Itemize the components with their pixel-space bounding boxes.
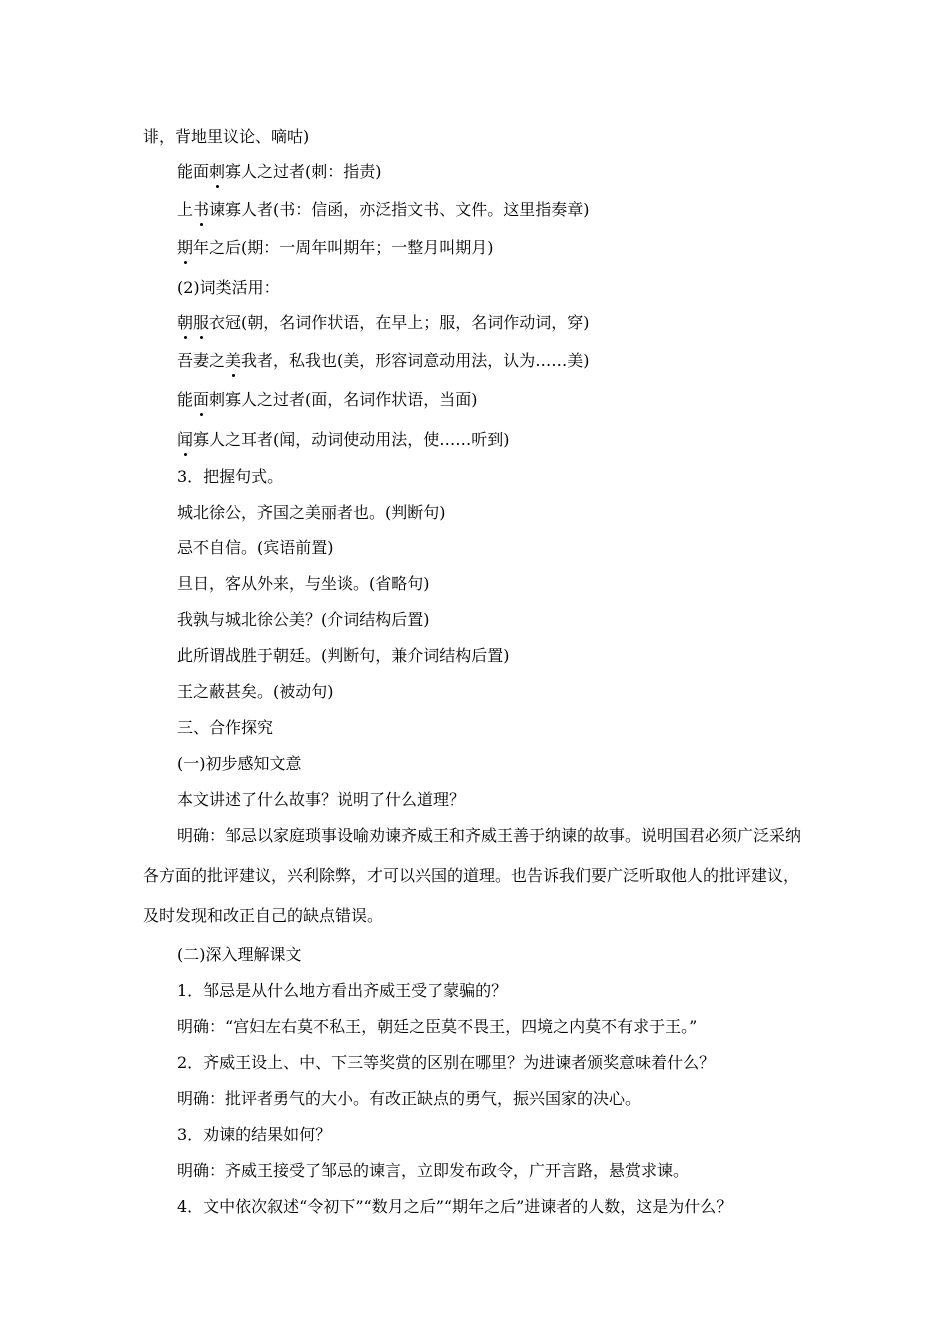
answer-paragraph: 明确：邹忌以家庭琐事设喻劝谏齐威王和齐威王善于纳谏的故事。说明国君必须广泛采纳各方面的批评建议，兴利除弊，才可以兴国的道理。也告诉我们要广泛听取他人的批评建议，及时发现和改正自己的缺点错误。 [143,826,802,925]
question-line: 3．劝谏的结果如何？ [177,1125,332,1144]
text-line: 吾妻之美我者，私我也(美，形容词意动用法，认为……美) [177,351,590,370]
text-line: 上书谏寡人者(书：信函，亦泛指文书、文件。这里指奏章) [177,200,590,219]
text-line: 3．把握句式。 [177,467,284,486]
text-line: 期年之后(期：一周年叫期年；一整月叫期月) [177,238,494,257]
text-line: 闻寡人之耳者(闻，动词使动用法，使……听到) [177,430,510,449]
emphasis-dot-char: 期 [177,238,194,257]
text-line: 城北徐公，齐国之美丽者也。(判断句) [177,503,446,522]
emphasis-dot-char: 面 [193,390,210,409]
emphasis-dot-char: 闻 [177,430,194,449]
emphasis-dot-char: 刺 [209,162,226,181]
subsection-heading: (二)深入理解课文 [177,945,302,964]
question-line: 2．齐威王设上、中、下三等奖赏的区别在哪里？为进谏者颁奖意味着什么？ [177,1053,716,1072]
section-heading: 三、合作探究 [177,718,274,737]
text-line: 诽，背地里议论、嘀咕) [143,127,310,146]
text-line: 朝服衣冠(朝，名词作状语，在早上；服，名词作动词，穿) [177,313,590,332]
question-line: 4．文中依次叙述“令初下”“数月之后”“期年之后”进谏者的人数，这是为什么？ [177,1197,733,1216]
emphasis-dot-char: 服 [193,313,210,332]
question-line: 本文讲述了什么故事？说明了什么道理？ [177,790,466,809]
text-line: 我孰与城北徐公美？(介词结构后置) [177,610,430,629]
subsection-heading: (一)初步感知文意 [177,754,302,773]
emphasis-dot-char: 美 [225,351,242,370]
text-line: 旦日，客从外来，与坐谈。(省略句) [177,574,430,593]
emphasis-dot-char: 书 [193,200,210,219]
text-line: 此所谓战胜于朝廷。(判断句，兼介词结构后置) [177,646,510,665]
answer-line: 明确：齐威王接受了邹忌的谏言，立即发布政令，广开言路，悬赏求谏。 [177,1161,690,1180]
emphasis-dot-char: 朝 [177,313,194,332]
text-line: (2)词类活用： [177,278,280,297]
text-line: 能面刺寡人之过者(面，名词作状语，当面) [177,390,478,409]
answer-line: 明确：批评者勇气的大小。有改正缺点的勇气，振兴国家的决心。 [177,1089,642,1108]
text-line: 忌不自信。(宾语前置) [177,538,334,557]
answer-line: 明确：“宫妇左右莫不私王，朝廷之臣莫不畏王，四境之内莫不有求于王。” [177,1017,698,1036]
question-line: 1．邹忌是从什么地方看出齐威王受了蒙骗的？ [177,981,508,1000]
text-line: 能面刺寡人之过者(刺：指责) [177,162,382,181]
text-line: 王之蔽甚矣。(被动句) [177,682,334,701]
